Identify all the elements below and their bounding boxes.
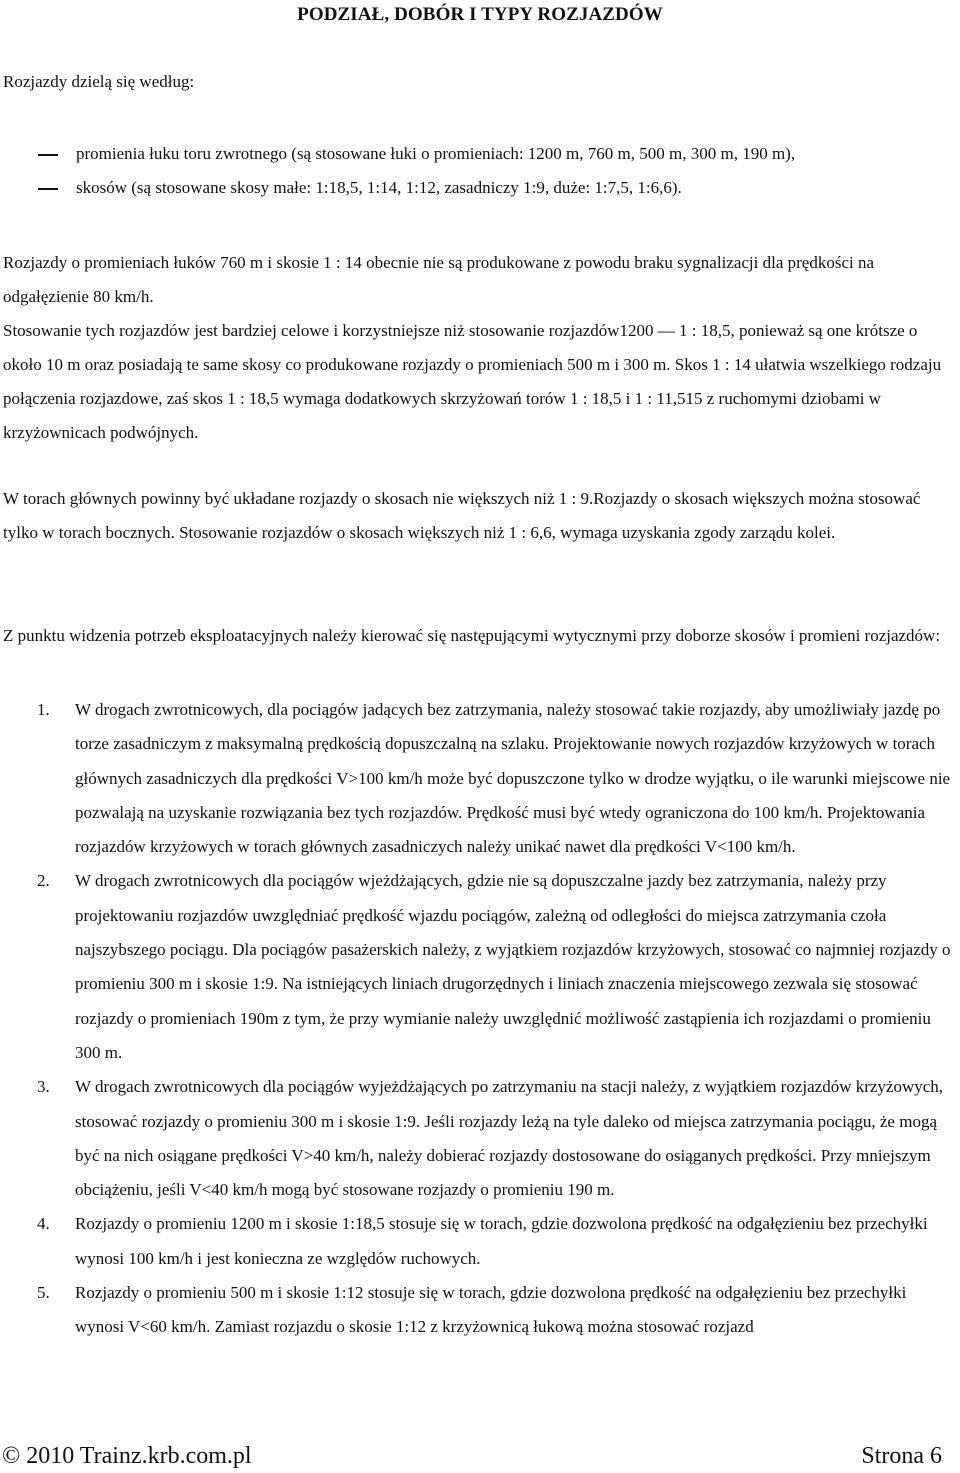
list-item-number: 3. [37,1077,50,1097]
list-item [0,137,960,171]
list-item-text: W drogach zwrotnicowych dla pociągów wjeżdżających, gdzie nie są dopuszczalne jazdy bez zatrzymania, należy przy projektowaniu rozjazdów uwzględniać prędkość wjazdu pociągów, zależną od odległości do miejsca zatrzymania czoła najszybszego pociągu. Dla pociągów pasażerskich należy, z wyjątkiem rozjazdów krzyżowych, stosować co najmniej rozjazdy o promieniu 300 m i skosie 1:9. Na istniejących liniach drugorzędnych i liniach znaczenia miejscowego zezwala się stosować rozjazdy o promieniach 190m z tym, że przy wymianie należy uwzględnić możliwość zastąpienia ich rozjazdami o promieniu 300 m. [75,871,951,1062]
list-item-text: Rozjazdy o promieniu 500 m i skosie 1:12 stosuje się w torach, gdzie dozwolona prędkość na odgałęzieniu bez przechyłki wynosi V<60 km/h. Zamiast rozjazdu o skosie 1:12 z krzyżownicą łukową można stosować rozjazd [75,1283,907,1337]
list-item [0,864,960,1070]
list-item [0,1070,960,1207]
list-item-number: 5. [37,1283,50,1303]
list-item-text: W drogach zwrotnicowych dla pociągów wyjeżdżających po zatrzymaniu na stacji należy, z wyjątkiem rozjazdów krzyżowych, stosować rozjazdy o promieniu 300 m i skosie 1:9. Jeśli rozjazdy leżą na tyle daleko od miejsca zatrzymania pociągu, że mogą być na nich osiągane prędkości V>40 km/h, należy dobierać rozjazdy dostosowane do osiąganych prędkości. Przy mniejszym obciążeniu, jeśli V<40 km/h mogą być stosowane rozjazdy o promieniu 190 m. [75,1077,944,1200]
list-item-text: promienia łuku toru zwrotnego (są stosowane łuki o promieniach: 1200 m, 760 m, 500 m, 300 m, 190 m), [76,144,796,163]
list-item [0,1276,960,1345]
paragraph: Stosowanie tych rozjazdów jest bardziej celowe i korzystniejsze niż stosowanie rozjazdów1200 — 1 : 18,5, ponieważ są one krótsze o około 10 m oraz posiadają te same skosy co produkowane rozjazdy o promieniach 500 m i 300 m. Skos 1 : 14 ułatwia wszelkiego rodzaju połączenia rozjazdowe, zaś skos 1 : 18,5 wymaga dodatkowych skrzyżowań torów 1 : 18,5 i 1 : 11,515 z ruchomymi dziobami w krzyżownicach podwójnych. [3,321,942,442]
dash-bullet-icon [38,154,58,156]
page-title: PODZIAŁ, DOBÓR I TYPY ROZJAZDÓW [297,4,663,25]
list-item [0,1207,960,1276]
numbered-list [0,693,960,1345]
list-item-number: 4. [37,1214,50,1234]
list-item-text: W drogach zwrotnicowych, dla pociągów jadących bez zatrzymania, należy stosować takie rozjazdy, aby umożliwiały jazdę po torze zasadniczym z maksymalną prędkością dopuszczalną na szlaku. Projektowanie nowych rozjazdów krzyżowych w torach głównych zasadniczych dla prędkości V>100 km/h może być dopuszczone tylko w drodze wyjątku, o ile warunki miejscowe nie pozwalają na uzyskanie rozwiązania bez tych rozjazdów. Prędkość musi być wtedy ograniczona do 100 km/h. Projektowania rozjazdów krzyżowych w torach głównych zasadniczych należy unikać nawet dla prędkości V<100 km/h. [75,700,951,857]
paragraph: Rozjazdy o promieniach łuków 760 m i skosie 1 : 14 obecnie nie są produkowane z powodu braku sygnalizacji dla prędkości na odgałęzienie 80 km/h. [3,253,875,306]
list-item-number: 2. [37,871,50,891]
list-item-text: skosów (są stosowane skosy małe: 1:18,5, 1:14, 1:12, zasadniczy 1:9, duże: 1:7,5, 1:6,6). [76,178,682,197]
list-item-text: Rozjazdy o promieniu 1200 m i skosie 1:18,5 stosuje się w torach, gdzie dozwolona prędkość na odgałęzieniu bez przechyłki wynosi 100 km/h i jest konieczna ze względów ruchowych. [75,1214,928,1268]
dash-bullet-icon [38,188,58,190]
paragraph: W torach głównych powinny być układane rozjazdy o skosach nie większych niż 1 : 9.Rozjazdy o skosach większych można stosować tylko w torach bocznych. Stosowanie rozjazdów o skosach większych niż 1 : 6,6, wymaga uzyskania zgody zarządu kolei. [3,489,921,542]
footer-page-number: Strona 6 [861,1443,942,1469]
list-item-number: 1. [37,700,50,719]
paragraph: Z punktu widzenia potrzeb eksploatacyjnych należy kierować się następującymi wytycznymi przy doborze skosów i promieni rozjazdów: [3,626,941,645]
list-item [0,693,960,864]
intro-text: Rozjazdy dzielą się według: [3,72,195,91]
footer-copyright: © 2010 Trainz.krb.com.pl [2,1443,252,1469]
list-item [0,171,960,205]
dash-list [0,137,960,205]
